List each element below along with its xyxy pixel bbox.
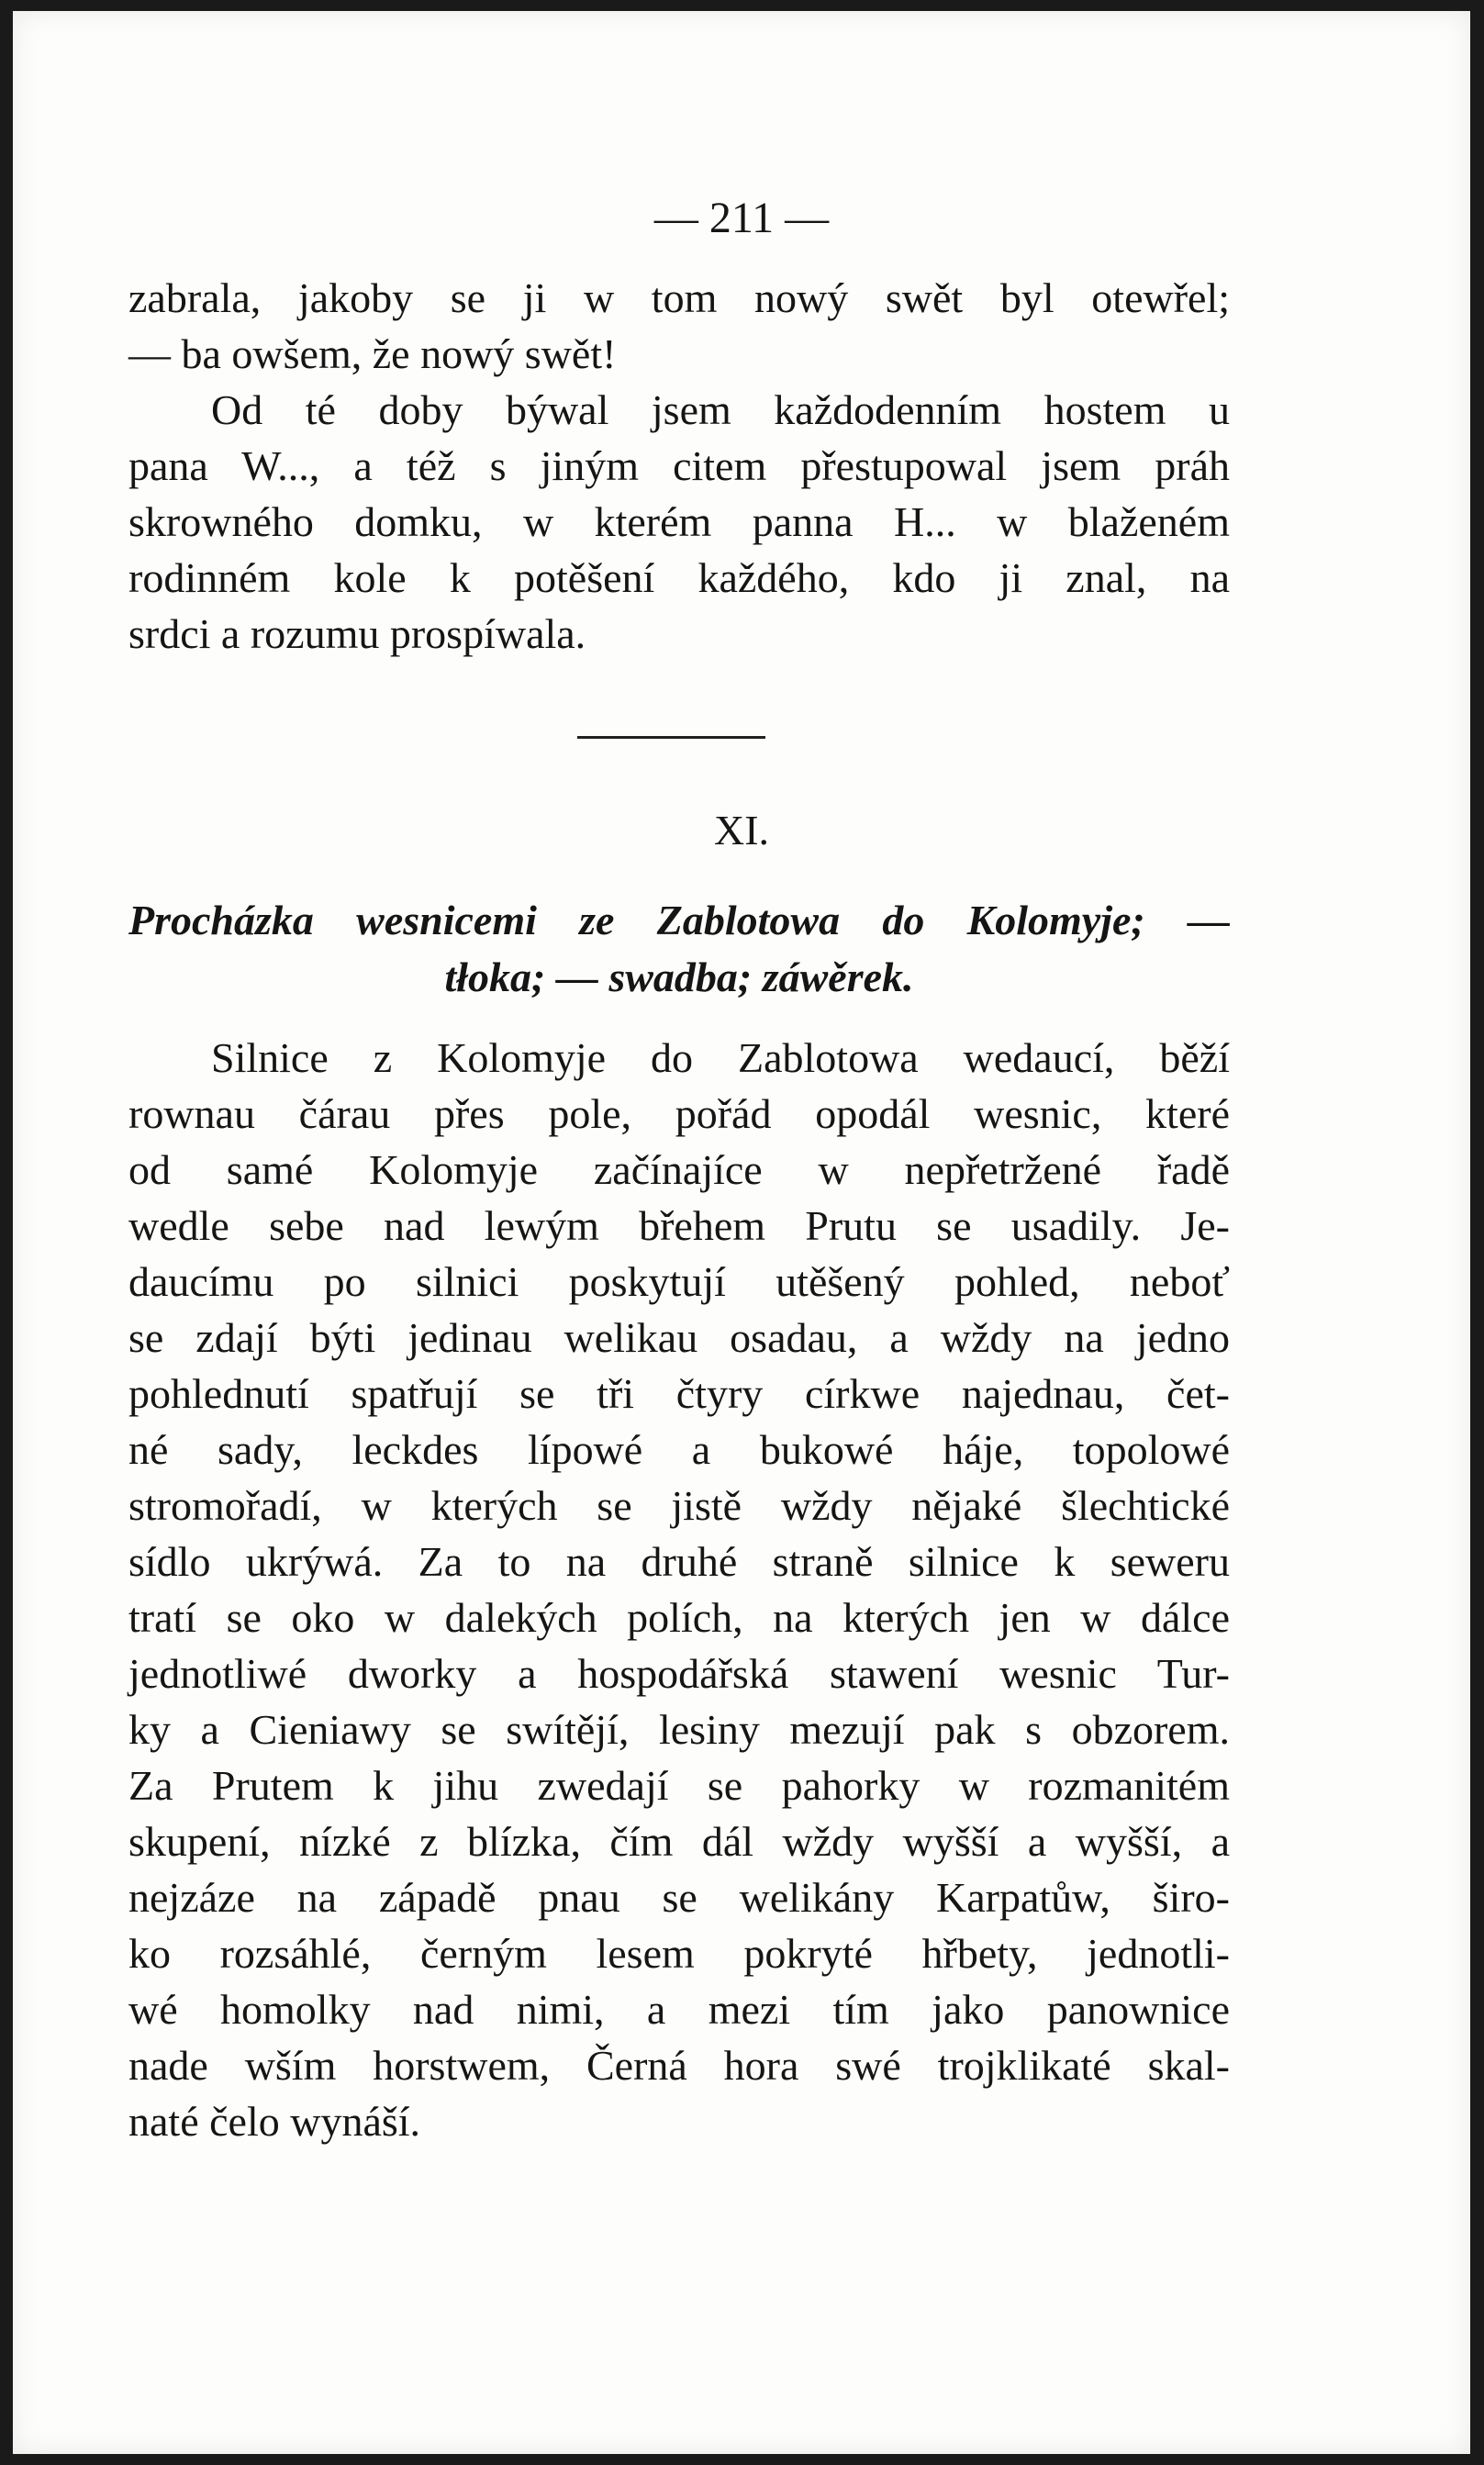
text-line: — ba owšem, že nowý swět!: [128, 330, 617, 377]
text-line: se zdají býti jedinau welikau osadau, a wždy na jedno: [128, 1314, 1230, 1361]
text-line: nade wším horstwem, Černá hora swé trojklikaté skal-: [128, 2042, 1230, 2089]
chapter-title-line: Procházka wesnicemi ze Zablotowa do Kolomyje; —: [128, 897, 1230, 943]
text-line: wedle sebe nad lewým břehem Prutu se usadily. Je-: [128, 1202, 1230, 1249]
chapter-title: [128, 892, 1230, 1006]
text-line: Od té doby býwal jsem každodenním hostem u: [211, 386, 1230, 433]
text-line: tratí se oko w dalekých polích, na kterých jen w dálce: [128, 1594, 1230, 1641]
text-line: naté čelo wynáší.: [128, 2098, 421, 2145]
text-line: srdci a rozumu prospíwala.: [128, 610, 586, 657]
text-line: skupení, nízké z blízka, čím dál wždy wyšší a wyšší, a: [128, 1818, 1230, 1865]
book-page: [13, 11, 1470, 2454]
text-line: né sady, leckdes lípowé a bukowé háje, topolowé: [128, 1426, 1230, 1473]
chapter-body: [128, 1030, 1230, 2149]
text-line: wé homolky nad nimi, a mezi tím jako panownice: [128, 1986, 1230, 2033]
text-line: od samé Kolomyje začínajíce w nepřetržené řadě: [128, 1146, 1230, 1193]
text-line: ky a Cieniawy se swítějí, lesiny mezují pak s obzorem.: [128, 1706, 1230, 1753]
text-line: nejzáze na západě pnau se welikány Karpatůw, širo-: [128, 1874, 1230, 1921]
paragraph-continuation: [128, 270, 1230, 662]
text-line: pana W..., a též s jiným citem přestupowal jsem práh: [128, 442, 1230, 489]
text-line: jednotliwé dworky a hospodářská stawení wesnic Tur-: [128, 1650, 1230, 1697]
text-line: stromořadí, w kterých se jistě wždy nějaké šlechtické: [128, 1482, 1230, 1529]
text-line: Za Prutem k jihu zwedají se pahorky w rozmanitém: [128, 1762, 1230, 1809]
text-line: rownau čárau přes pole, pořád opodál wesnic, které: [128, 1090, 1230, 1137]
text-line: zabrala, jakoby se ji w tom nowý swět byl otewřel;: [128, 274, 1230, 321]
text-line: ko rozsáhlé, černým lesem pokryté hřbety, jednotli-: [128, 1930, 1230, 1977]
text-line: sídlo ukrýwá. Za to na druhé straně silnice k seweru: [128, 1538, 1230, 1585]
text-line: daucímu po silnici poskytují utěšený pohled, neboť: [128, 1258, 1230, 1305]
chapter-number: XI.: [713, 807, 770, 853]
text-line: pohlednutí spatřují se tři čtyry církwe najednau, čet-: [128, 1370, 1230, 1417]
section-divider: [577, 736, 765, 739]
text-line: Silnice z Kolomyje do Zablotowa wedaucí, běží: [211, 1034, 1230, 1081]
chapter-title-line: tłoka; — swadba; záwěrek.: [444, 954, 914, 1000]
text-line: rodinném kole k potěšení každého, kdo ji znal, na: [128, 554, 1230, 601]
text-line: skrowného domku, w kterém panna H... w blaženém: [128, 498, 1230, 545]
page-number: — 211 —: [653, 194, 830, 242]
